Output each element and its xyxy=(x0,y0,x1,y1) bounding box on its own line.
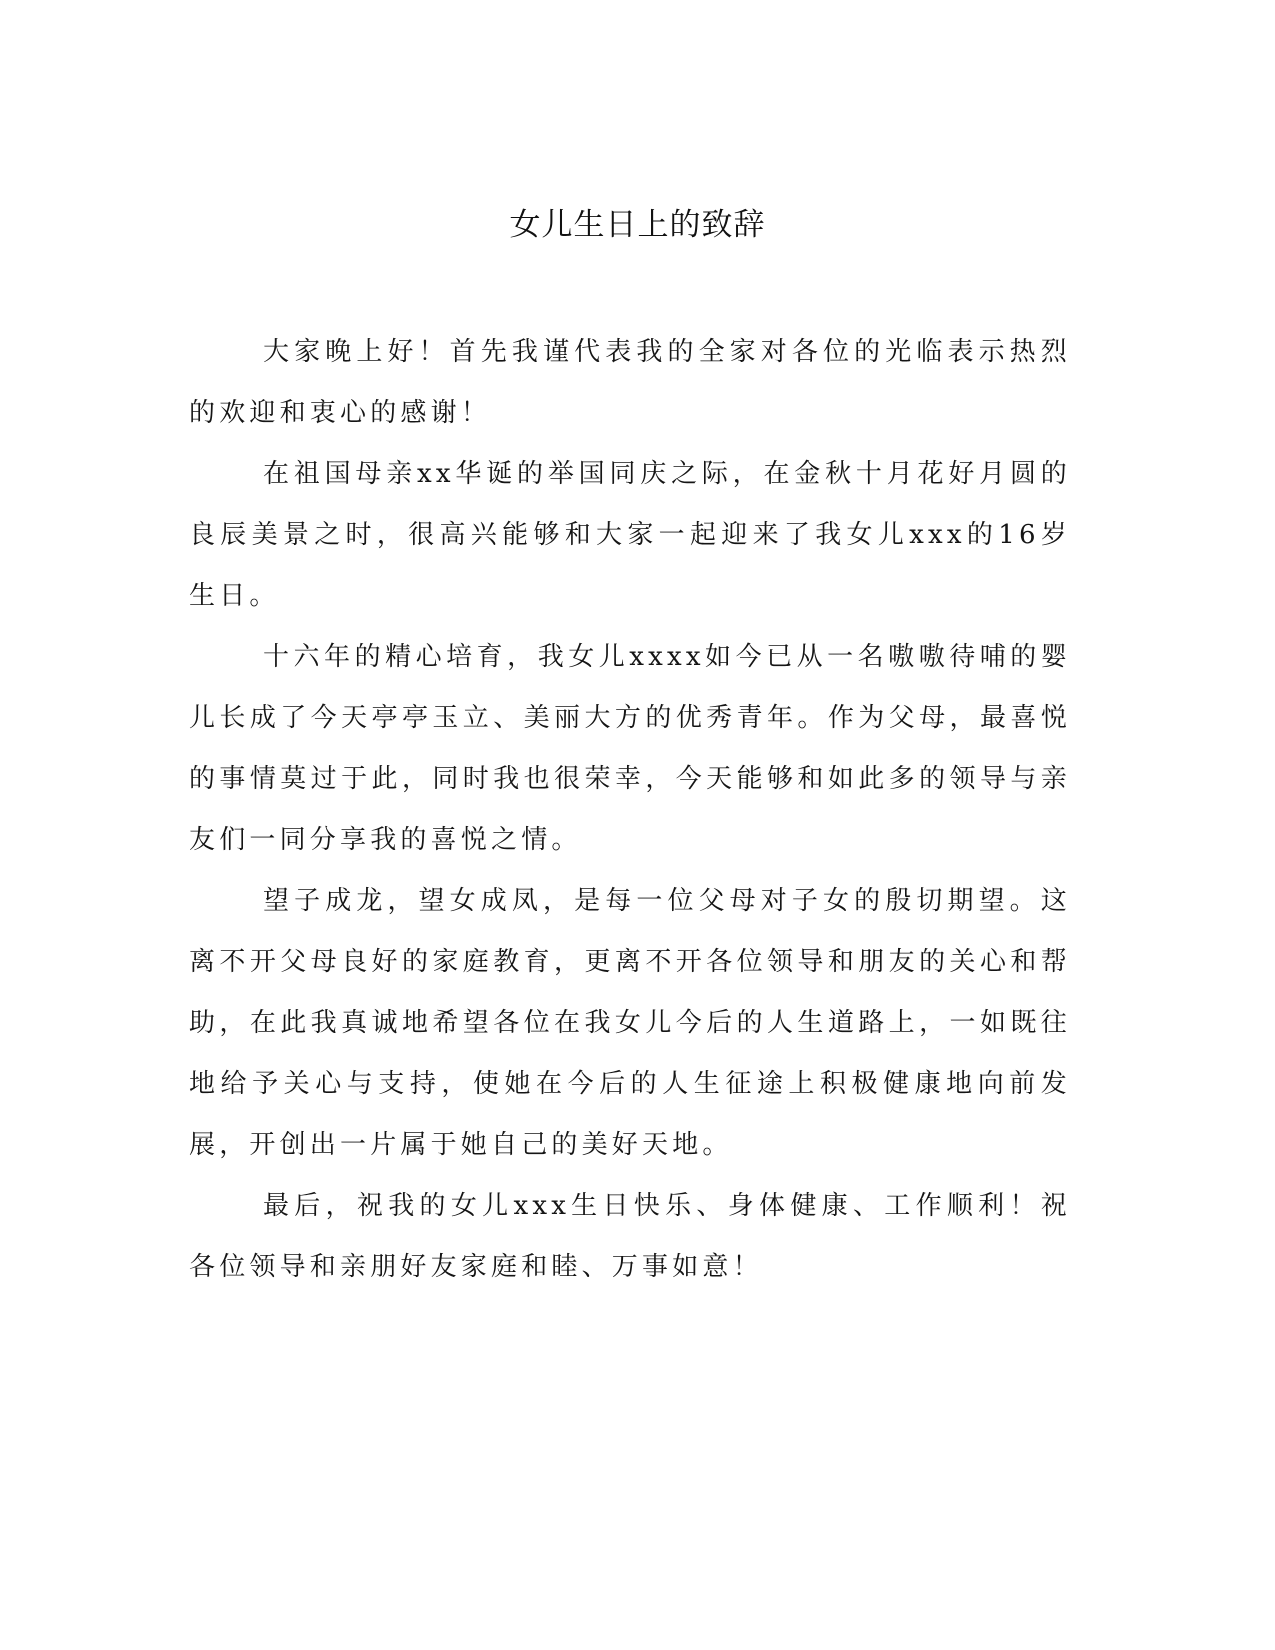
document-title: 女儿生日上的致辞 xyxy=(509,207,766,243)
paragraph-sixteen-years: 十六年的精心培育，我女儿xxxx如今已从一名嗷嗷待哺的婴儿长成了今天亭亭玉立、美丽大方的优秀青年。作为父母，最喜悦的事情莫过于此，同时我也很荣幸，今天能够和如此多的领导与亲友们一同分享我的喜悦之情。 xyxy=(189,642,1071,855)
paragraph-national-celebration: 在祖国母亲xx华诞的举国同庆之际，在金秋十月花好月圆的良辰美景之时，很高兴能够和大家一起迎来了我女儿xxx的16岁生日。 xyxy=(189,459,1071,611)
paragraph-parents-hopes: 望子成龙，望女成凤，是每一位父母对子女的殷切期望。这离不开父母良好的家庭教育，更离不开各位领导和朋友的关心和帮助，在此我真诚地希望各位在我女儿今后的人生道路上，一如既往地给予关心与支持，使她在今后的人生征途上积极健康地向前发展，开创出一片属于她自己的美好天地。 xyxy=(189,886,1071,1160)
paragraph-closing-wishes: 最后，祝我的女儿xxx生日快乐、身体健康、工作顺利！祝各位领导和亲朋好友家庭和睦、万事如意！ xyxy=(189,1191,1071,1282)
document-body xyxy=(189,322,1071,1298)
paragraph-welcome: 大家晚上好！首先我谨代表我的全家对各位的光临表示热烈的欢迎和衷心的感谢！ xyxy=(189,337,1071,428)
